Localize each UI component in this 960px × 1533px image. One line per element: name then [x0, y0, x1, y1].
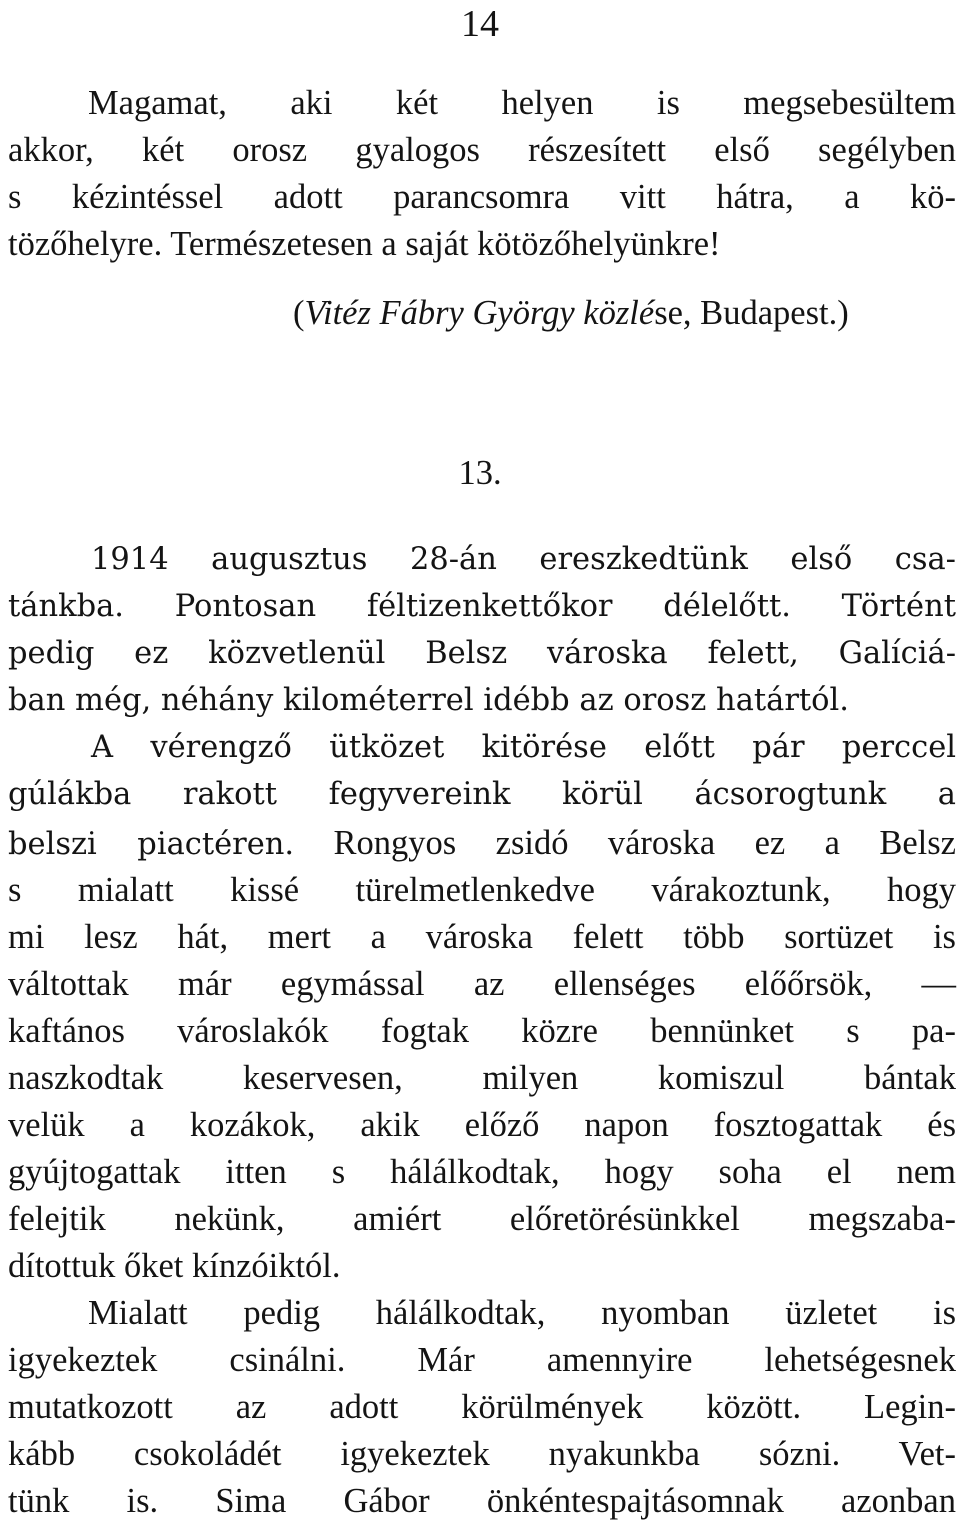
- text-line: Mialatt pedig hálálkodtak, nyomban üzletet is: [88, 1294, 956, 1332]
- source-open: (: [293, 294, 305, 332]
- paragraph-lead: belszi piactéren.: [8, 827, 295, 862]
- text-line: akkor, két orosz gyalogos részesített első segélyben: [8, 131, 956, 169]
- text-line: igyekeztek csinálni. Már amennyire lehetségesnek: [8, 1341, 956, 1379]
- text-line: dítottuk őket kínzóiktól.: [8, 1247, 341, 1285]
- source-rest: se, Budapest.): [654, 294, 849, 332]
- text-line: mutatkozott az adott körülmények között. Legin-: [8, 1388, 956, 1426]
- text-line: s mialatt kissé türelmetlenkedve várakoztunk, hogy: [8, 871, 956, 909]
- paragraph-2: [8, 536, 956, 818]
- chapter-number: 13.: [458, 454, 502, 492]
- text-line: tünk is. Sima Gábor önkéntespajtásomnak azonban: [8, 1482, 956, 1520]
- text-line: naszkodtak keservesen, milyen komiszul bántak: [8, 1059, 956, 1097]
- source-attribution: [293, 290, 849, 337]
- text-line: [8, 820, 956, 867]
- text-line: velük a kozákok, akik előző napon fosztogattak és: [8, 1106, 956, 1144]
- page-number: 14: [461, 3, 499, 45]
- text-line: ban még, néhány kilométerrel idébb az orosz határtól.: [8, 683, 849, 718]
- text-line: tözőhelyre. Természetesen a saját kötözőhelyünkre!: [8, 225, 721, 263]
- text-line: Magamat, aki két helyen is megsebesültem: [88, 84, 956, 122]
- text-line: kaftános városlakók fogtak közre bennünket s pa-: [8, 1012, 956, 1050]
- paragraph-lead-rest: Rongyos zsidó városka ez a Belsz: [333, 824, 956, 862]
- text-line: A vérengző ütközet kitörése előtt pár perccel: [91, 730, 956, 765]
- text-line: kább csokoládét igyekeztek nyakunkba sózni. Vet-: [8, 1435, 956, 1473]
- text-line: pedig ez közvetlenül Belsz városka felett, Galíciá-: [8, 636, 956, 671]
- text-line: gyújtogattak itten s hálálkodtak, hogy soha el nem: [8, 1153, 956, 1191]
- paragraph-1: [8, 80, 956, 268]
- source-italic: Vitéz Fábry György közlé: [304, 294, 655, 332]
- paragraph-3: [8, 820, 956, 1525]
- text-line: tánkba. Pontosan féltizenkettőkor délelőtt. Történt: [8, 589, 956, 624]
- text-line: felejtik nekünk, amiért előretörésünkkel megszaba-: [8, 1200, 956, 1238]
- text-line: mi lesz hát, mert a városka felett több sortüzet is: [8, 918, 956, 956]
- text-line: s kézintéssel adott parancsomra vitt hátra, a kö-: [8, 178, 956, 216]
- text-line: gúlákba rakott fegyvereink körül ácsorogtunk a: [8, 777, 956, 812]
- text-line: 1914 augusztus 28-án ereszkedtünk első csa-: [91, 542, 956, 577]
- text-line: váltottak már egymással az ellenséges előőrsök, —: [8, 965, 956, 1003]
